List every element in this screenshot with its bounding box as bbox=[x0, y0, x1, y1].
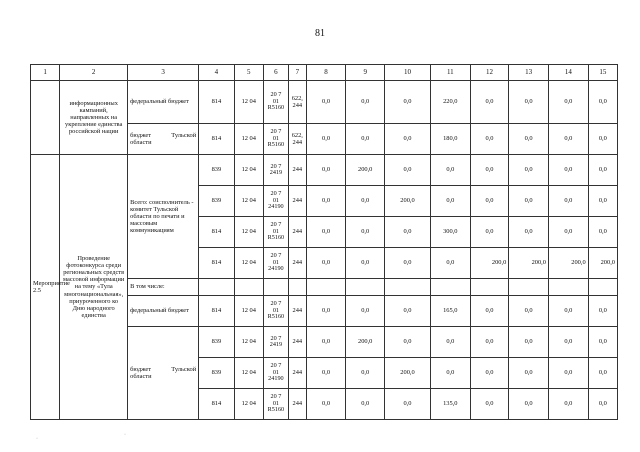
value-cell: 0,0 bbox=[306, 124, 346, 155]
grbs-code: 839 bbox=[199, 358, 235, 389]
value-cell: 0,0 bbox=[306, 358, 346, 389]
value-cell: 0,0 bbox=[588, 296, 617, 327]
value-cell: 0,0 bbox=[470, 327, 509, 358]
value-cell: 0,0 bbox=[346, 296, 385, 327]
value-cell: 0,0 bbox=[509, 217, 549, 248]
header-cell: 1 bbox=[31, 65, 60, 81]
page-number: 81 bbox=[315, 28, 325, 39]
value-cell: 0,0 bbox=[588, 186, 617, 217]
empty-cell bbox=[306, 279, 346, 296]
value-cell: 0,0 bbox=[509, 186, 549, 217]
grbs-code: 814 bbox=[199, 217, 235, 248]
empty-cell bbox=[346, 279, 385, 296]
value-cell: 0,0 bbox=[385, 217, 431, 248]
grbs-code: 839 bbox=[199, 327, 235, 358]
value-cell: 0,0 bbox=[346, 358, 385, 389]
value-cell: 0,0 bbox=[430, 155, 470, 186]
value-cell: 0,0 bbox=[346, 248, 385, 279]
expense-type-code: 244 bbox=[288, 248, 306, 279]
section-code: 12 04 bbox=[234, 389, 263, 420]
value-cell: 0,0 bbox=[346, 186, 385, 217]
value-cell: 0,0 bbox=[346, 389, 385, 420]
value-cell: 0,0 bbox=[385, 327, 431, 358]
value-cell: 0,0 bbox=[385, 155, 431, 186]
header-cell: 14 bbox=[548, 65, 588, 81]
target-article-code: 20 7 01 R5160 bbox=[263, 217, 288, 248]
header-cell: 13 bbox=[509, 65, 549, 81]
value-cell: 0,0 bbox=[430, 358, 470, 389]
value-cell: 220,0 bbox=[430, 81, 470, 124]
value-cell: 0,0 bbox=[470, 186, 509, 217]
grbs-code: 814 bbox=[199, 389, 235, 420]
funding-source: бюджет Тульской области bbox=[128, 327, 199, 420]
header-cell: 6 bbox=[263, 65, 288, 81]
section-code: 12 04 bbox=[234, 155, 263, 186]
continuation-description: информационных кампаний, направленных на укрепление единства российской нации bbox=[60, 81, 128, 155]
value-cell: 0,0 bbox=[548, 389, 588, 420]
value-cell: 0,0 bbox=[306, 248, 346, 279]
value-cell: 0,0 bbox=[588, 155, 617, 186]
value-cell: 0,0 bbox=[548, 358, 588, 389]
value-cell: 200,0 bbox=[509, 248, 549, 279]
empty-cell bbox=[263, 279, 288, 296]
header-cell: 9 bbox=[346, 65, 385, 81]
value-cell: 0,0 bbox=[470, 155, 509, 186]
budget-table bbox=[30, 64, 618, 420]
value-cell: 135,0 bbox=[430, 389, 470, 420]
value-cell: 0,0 bbox=[430, 327, 470, 358]
expense-type-code: 244 bbox=[288, 358, 306, 389]
value-cell: 0,0 bbox=[509, 296, 549, 327]
value-cell: 0,0 bbox=[470, 81, 509, 124]
value-cell: 0,0 bbox=[588, 389, 617, 420]
scan-speck: · bbox=[36, 436, 38, 442]
value-cell: 180,0 bbox=[430, 124, 470, 155]
header-cell: 10 bbox=[385, 65, 431, 81]
expense-type-code: 244 bbox=[288, 186, 306, 217]
grbs-code: 814 bbox=[199, 248, 235, 279]
measure-number: Мероприятие 2.5 bbox=[31, 155, 60, 420]
empty-cell bbox=[234, 279, 263, 296]
value-cell: 0,0 bbox=[306, 217, 346, 248]
value-cell: 0,0 bbox=[346, 81, 385, 124]
expense-type-code: 622, 244 bbox=[288, 124, 306, 155]
table-row bbox=[31, 81, 618, 124]
value-cell: 200,0 bbox=[548, 248, 588, 279]
target-article-code: 20 7 2419 bbox=[263, 155, 288, 186]
section-code: 12 04 bbox=[234, 186, 263, 217]
expense-type-code: 244 bbox=[288, 389, 306, 420]
section-code: 12 04 bbox=[234, 358, 263, 389]
value-cell: 0,0 bbox=[548, 217, 588, 248]
header-cell: 11 bbox=[430, 65, 470, 81]
value-cell: 0,0 bbox=[470, 217, 509, 248]
funding-source: федеральный бюджет bbox=[128, 81, 199, 124]
value-cell: 0,0 bbox=[509, 358, 549, 389]
header-cell: 12 bbox=[470, 65, 509, 81]
value-cell: 200,0 bbox=[385, 186, 431, 217]
value-cell: 0,0 bbox=[385, 389, 431, 420]
value-cell: 0,0 bbox=[588, 81, 617, 124]
empty-cell bbox=[385, 279, 431, 296]
value-cell: 0,0 bbox=[509, 81, 549, 124]
value-cell: 0,0 bbox=[588, 327, 617, 358]
header-cell: 2 bbox=[60, 65, 128, 81]
target-article-code: 20 7 01 R5160 bbox=[263, 124, 288, 155]
value-cell: 0,0 bbox=[470, 389, 509, 420]
value-cell: 200,0 bbox=[346, 155, 385, 186]
value-cell: 300,0 bbox=[430, 217, 470, 248]
grbs-code: 839 bbox=[199, 155, 235, 186]
value-cell: 0,0 bbox=[509, 327, 549, 358]
header-cell: 5 bbox=[234, 65, 263, 81]
header-cell: 3 bbox=[128, 65, 199, 81]
empty-cell bbox=[470, 279, 509, 296]
header-row bbox=[31, 65, 618, 81]
empty-cell bbox=[199, 279, 235, 296]
target-article-code: 20 7 01 24190 bbox=[263, 248, 288, 279]
empty-cell bbox=[288, 279, 306, 296]
value-cell: 0,0 bbox=[548, 81, 588, 124]
value-cell: 0,0 bbox=[470, 296, 509, 327]
value-cell: 0,0 bbox=[509, 124, 549, 155]
section-code: 12 04 bbox=[234, 217, 263, 248]
value-cell: 200,0 bbox=[470, 248, 509, 279]
funding-source: федеральный бюджет bbox=[128, 296, 199, 327]
target-article-code: 20 7 01 R5160 bbox=[263, 81, 288, 124]
value-cell: 0,0 bbox=[509, 155, 549, 186]
value-cell: 0,0 bbox=[509, 389, 549, 420]
value-cell: 0,0 bbox=[385, 296, 431, 327]
value-cell: 0,0 bbox=[385, 81, 431, 124]
value-cell: 0,0 bbox=[306, 186, 346, 217]
table-row bbox=[31, 155, 618, 186]
grbs-code: 839 bbox=[199, 186, 235, 217]
value-cell: 165,0 bbox=[430, 296, 470, 327]
target-article-code: 20 7 01 R5160 bbox=[263, 389, 288, 420]
target-article-code: 20 7 01 24190 bbox=[263, 186, 288, 217]
section-code: 12 04 bbox=[234, 327, 263, 358]
target-article-code: 20 7 01 24190 bbox=[263, 358, 288, 389]
value-cell: 0,0 bbox=[306, 81, 346, 124]
empty-cell bbox=[430, 279, 470, 296]
value-cell: 0,0 bbox=[470, 358, 509, 389]
measure-number-cell bbox=[31, 81, 60, 155]
empty-cell bbox=[509, 279, 549, 296]
grbs-code: 814 bbox=[199, 81, 235, 124]
value-cell: 0,0 bbox=[588, 217, 617, 248]
target-article-code: 20 7 2419 bbox=[263, 327, 288, 358]
value-cell: 0,0 bbox=[548, 155, 588, 186]
value-cell: 0,0 bbox=[470, 124, 509, 155]
empty-cell bbox=[548, 279, 588, 296]
value-cell: 200,0 bbox=[346, 327, 385, 358]
value-cell: 0,0 bbox=[385, 124, 431, 155]
expense-type-code: 622, 244 bbox=[288, 81, 306, 124]
section-code: 12 04 bbox=[234, 296, 263, 327]
value-cell: 200,0 bbox=[385, 358, 431, 389]
value-cell: 0,0 bbox=[306, 296, 346, 327]
value-cell: 0,0 bbox=[306, 327, 346, 358]
grbs-code: 814 bbox=[199, 124, 235, 155]
target-article-code: 20 7 01 R5160 bbox=[263, 296, 288, 327]
value-cell: 0,0 bbox=[548, 186, 588, 217]
funding-source: бюджет Тульской области bbox=[128, 124, 199, 155]
header-cell: 4 bbox=[199, 65, 235, 81]
header-cell: 8 bbox=[306, 65, 346, 81]
section-code: 12 04 bbox=[234, 81, 263, 124]
scan-speck: · bbox=[124, 432, 126, 438]
value-cell: 0,0 bbox=[548, 327, 588, 358]
value-cell: 0,0 bbox=[346, 217, 385, 248]
expense-type-code: 244 bbox=[288, 327, 306, 358]
value-cell: 0,0 bbox=[306, 389, 346, 420]
value-cell: 0,0 bbox=[588, 358, 617, 389]
value-cell: 0,0 bbox=[548, 124, 588, 155]
value-cell: 200,0 bbox=[588, 248, 617, 279]
section-code: 12 04 bbox=[234, 124, 263, 155]
section-code: 12 04 bbox=[234, 248, 263, 279]
expense-type-code: 244 bbox=[288, 217, 306, 248]
value-cell: 0,0 bbox=[306, 155, 346, 186]
value-cell: 0,0 bbox=[385, 248, 431, 279]
header-cell: 7 bbox=[288, 65, 306, 81]
value-cell: 0,0 bbox=[588, 124, 617, 155]
value-cell: 0,0 bbox=[548, 296, 588, 327]
including-label: В том числе: bbox=[128, 279, 199, 296]
total-label: Всего: соисполнитель - комитет Тульской области по печати и массовым коммуникациям bbox=[128, 155, 199, 279]
header-cell: 15 bbox=[588, 65, 617, 81]
empty-cell bbox=[588, 279, 617, 296]
value-cell: 0,0 bbox=[430, 186, 470, 217]
value-cell: 0,0 bbox=[346, 124, 385, 155]
expense-type-code: 244 bbox=[288, 296, 306, 327]
value-cell: 0,0 bbox=[430, 248, 470, 279]
measure-description: Проведение фотоконкурса среди региональных средств массовой информации на тему «Тула многонациональная», приуроченного ко Дню народного единства bbox=[60, 155, 128, 420]
grbs-code: 814 bbox=[199, 296, 235, 327]
expense-type-code: 244 bbox=[288, 155, 306, 186]
